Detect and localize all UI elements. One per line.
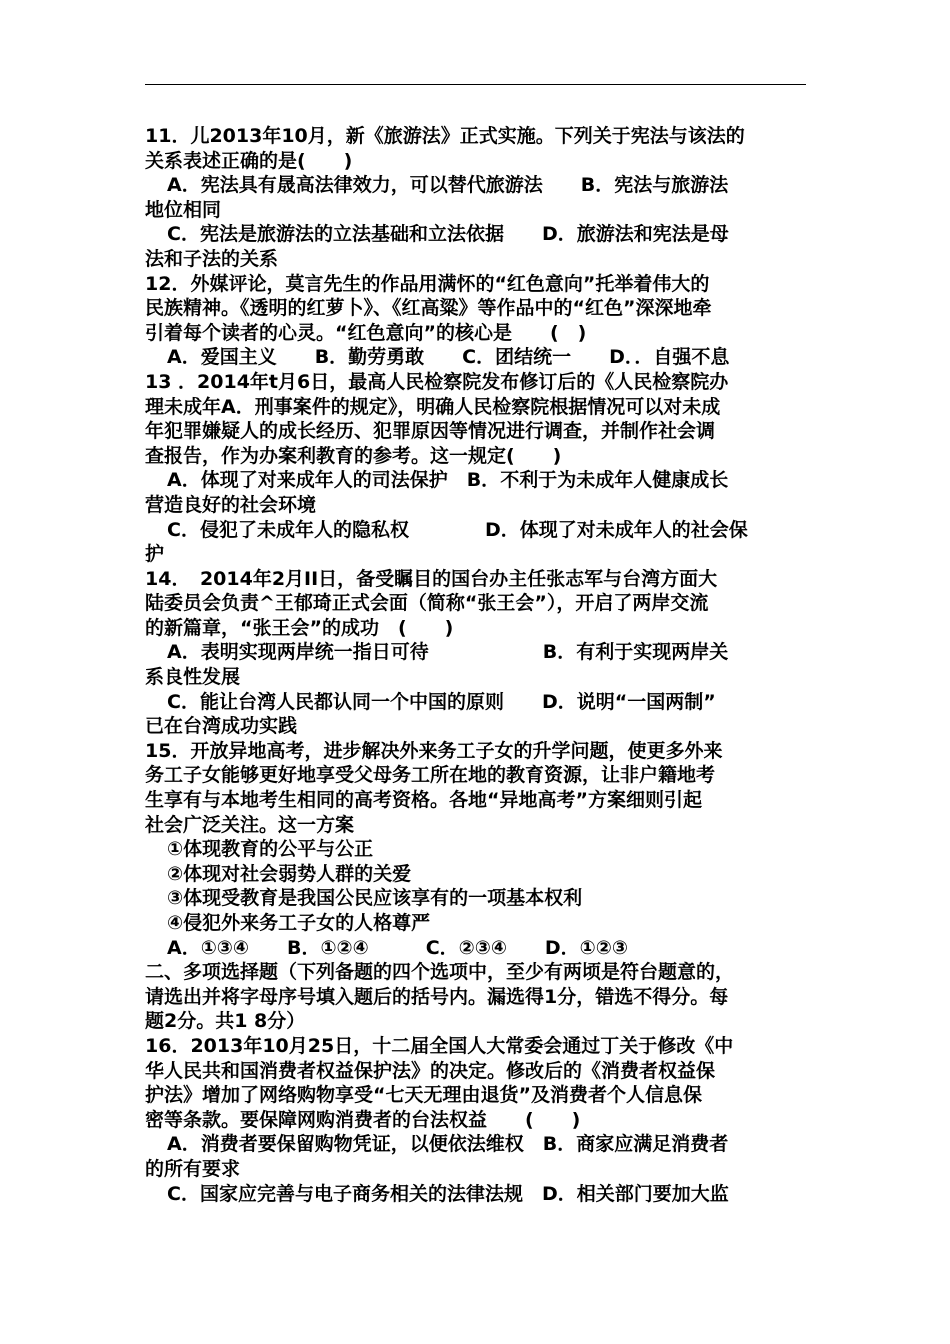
text-line: A．表明实现两岸统一指日可待 B．有利于实现两岸关	[167, 641, 729, 664]
text-line: 13 ．2014年t月6日，最高人民检察院发布修订后的《人民检察院办	[145, 370, 729, 393]
text-line: 护	[145, 543, 165, 566]
text-line: 二、多项选择题（下列备题的四个选项中，至少有两顷是符台题意的，	[145, 961, 735, 984]
text-line: 关系表述正确的是( )	[145, 149, 353, 172]
text-line: 15．开放异地高考，进步解决外来务工子女的升学问题，使更多外来	[145, 739, 723, 762]
text-line: 16．2013年10月25日，十二届全国人大常委会通过丁关于修改《中	[145, 1034, 734, 1057]
text-line: A．爱国主义 B．勤劳勇敢 C．团结统一 D．．自强不息	[167, 346, 730, 369]
text-line: C．侵犯了未成年人的隐私权 D．体现了对未成年人的社会保	[167, 518, 748, 541]
text-line: 社会广泛关注。这一方案	[145, 813, 355, 836]
text-line: 系良性发展	[145, 666, 241, 689]
text-line: 生享有与本地考生相同的高考资格。各地“异地高考”方案细则引起	[145, 789, 702, 812]
text-line: C．国家应完善与电子商务相关的法律法规 D．相关部门要加大监	[167, 1182, 729, 1205]
text-line: 的所有要求	[145, 1157, 241, 1180]
text-line: ②体现对社会弱势人群的关爱	[167, 862, 412, 885]
text-line: 年犯罪嫌疑人的成长经历、犯罪原因等情况进行调查，并制作社会调	[145, 420, 716, 443]
text-line: 法和子法的关系	[145, 247, 279, 270]
text-line: 密等条款。要保障网购消费者的台法权益 ( )	[145, 1108, 581, 1131]
text-line: 题2分。共1 8分）	[145, 1010, 306, 1033]
text-line: 务工子女能够更好地享受父母务工所在地的教育资源，让非户籍地考	[145, 764, 716, 787]
text-line: A．体现了对来成年人的司法保护 B．不利于为未成年人健康成长	[167, 469, 729, 492]
text-line: 陆委员会负责^王郁琦正式会面（简称“张王会”），开启了两岸交流	[145, 592, 709, 615]
text-line: C．宪法是旅游法的立法基础和立法依据 D．旅游法和宪法是母	[167, 223, 729, 246]
text-line: 引着每个读者的心灵。“红色意向”的核心是 ( )	[145, 321, 587, 344]
text-line: ③体现受教育是我国公民应该享有的一项基本权利	[167, 887, 583, 910]
text-line: 护法》增加了网络购物享受“七天无理由退货”及消费者个人信息保	[145, 1084, 702, 1107]
text-line: 的新篇章，“张王会”的成功 ( )	[145, 616, 454, 639]
text-line: 12．外媒评论，莫言先生的作品用满怀的“红色意向”托举着伟大的	[145, 272, 710, 295]
text-line: 11．儿2013年10月，新《旅游法》正式实施。下列关于宪法与该法的	[145, 125, 745, 147]
text-line: A．①③④ B．①②④ C．②③④ D．①②③	[167, 936, 628, 959]
text-line: 14． 2014年2月II日，备受瞩目的国台办主任张志军与台湾方面大	[145, 567, 718, 590]
text-line: 已在台湾成功实践	[145, 715, 298, 738]
text-line: 地位相同	[145, 198, 222, 221]
text-line: C．能让台湾人民都认同一个中国的原则 D．说明“一国两制”	[167, 690, 716, 713]
text-line: A．宪法具有晟高法律效力，可以替代旅游法 B．宪法与旅游法	[167, 174, 729, 197]
text-line: 请选出并将字母序号填入题后的括号内。漏选得1分，错选不得分。每	[145, 985, 729, 1008]
text-line: A．消费者要保留购物凭证，以便依法维权 B．商家应满足消费者	[167, 1133, 729, 1156]
text-line: 华人民共和国消费者权益保护法》的决定。修改后的《消费者权益保	[145, 1059, 716, 1082]
text-line: ①体现教育的公平与公正	[167, 838, 374, 861]
text-line: 营造良好的社会环境	[145, 493, 317, 516]
text-line: 理未成年A．刑事案件的规定》，明确人民检察院根据情况可以对未成	[145, 395, 721, 418]
text-line: 查报告，作为办案利教育的参考。这一规定( )	[145, 444, 562, 467]
header-rule	[145, 84, 806, 85]
text-line: ④侵犯外来务工子女的人格尊严	[167, 912, 431, 934]
document-body	[145, 124, 809, 1206]
text-line: 民族精神。《透明的红萝卜》、《红高粱》等作品中的“红色”深深地牵	[145, 297, 712, 320]
